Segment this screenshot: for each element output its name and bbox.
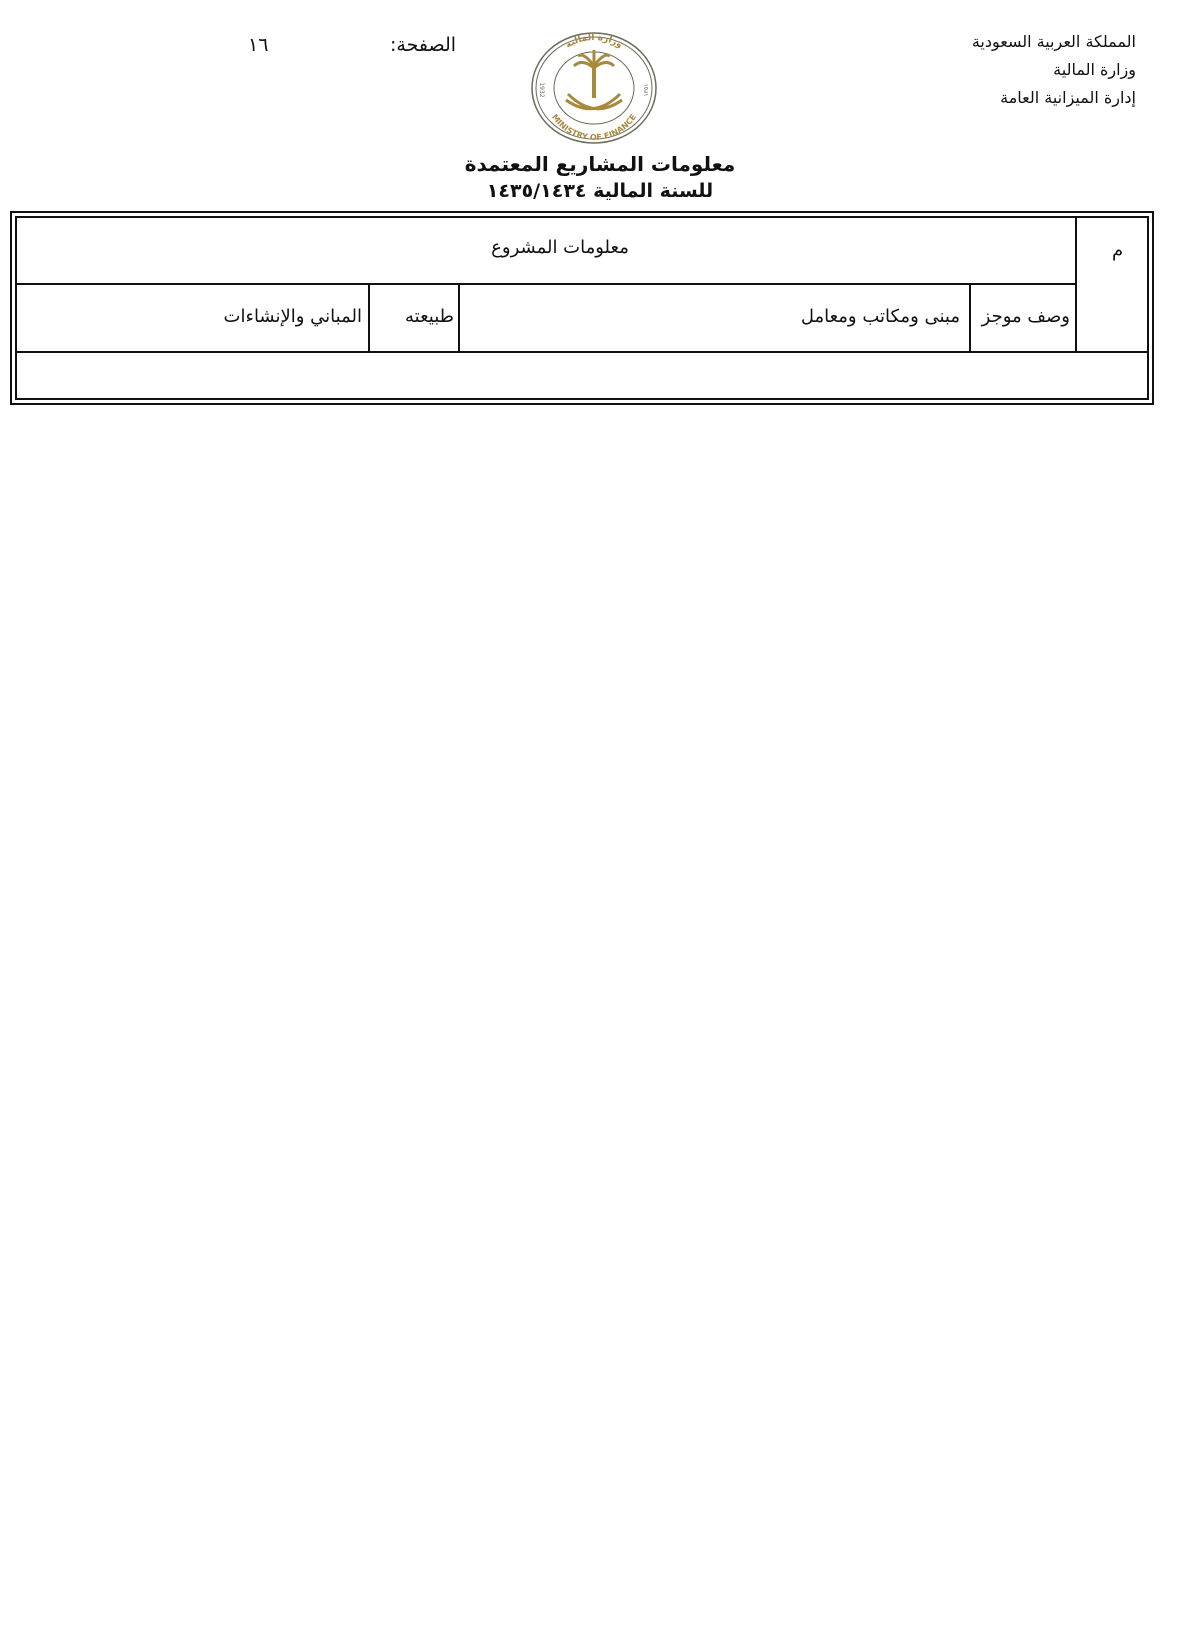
project-info-header: معلومات المشروع: [491, 237, 629, 258]
brief-description-label: وصف موجز: [981, 306, 1070, 327]
country-name: المملكة العربية السعودية: [971, 32, 1136, 51]
svg-text:MINISTRY OF FINANCE: [550, 113, 638, 142]
seal-year-left: 1932: [538, 82, 545, 98]
description-label-divider: [969, 285, 971, 351]
department-name: إدارة الميزانية العامة: [1000, 88, 1136, 107]
seal-year-right: ١٣٥١: [643, 83, 650, 97]
ministry-seal-logo: [524, 28, 664, 146]
seal-english-text: MINISTRY OF FINANCE: [549, 112, 638, 143]
ministry-name: وزارة المالية: [1053, 60, 1136, 79]
page-label: الصفحة:: [390, 34, 457, 56]
nature-value: المباني والإنشاءات: [223, 306, 362, 327]
index-header: م: [1112, 240, 1124, 261]
nature-label: طبيعته: [405, 306, 454, 327]
description-value-divider: [458, 285, 460, 351]
header-row-divider: [17, 283, 1075, 285]
index-column-divider: [1075, 218, 1077, 353]
seal-graphic: [524, 28, 664, 146]
page-number: ١٦: [248, 34, 269, 56]
brief-description-value: مبنى ومكاتب ومعامل: [800, 306, 960, 327]
seal-arabic-text: وزارة المالية: [563, 32, 625, 51]
organization-header: [876, 28, 1136, 112]
nature-label-divider: [368, 285, 370, 351]
palm-tree-icon: [574, 50, 614, 98]
fiscal-year-subtitle: للسنة المالية ١٤٣٥/١٤٣٤: [486, 180, 714, 202]
page-title: معلومات المشاريع المعتمدة: [464, 152, 736, 176]
details-row-divider: [17, 351, 1147, 353]
